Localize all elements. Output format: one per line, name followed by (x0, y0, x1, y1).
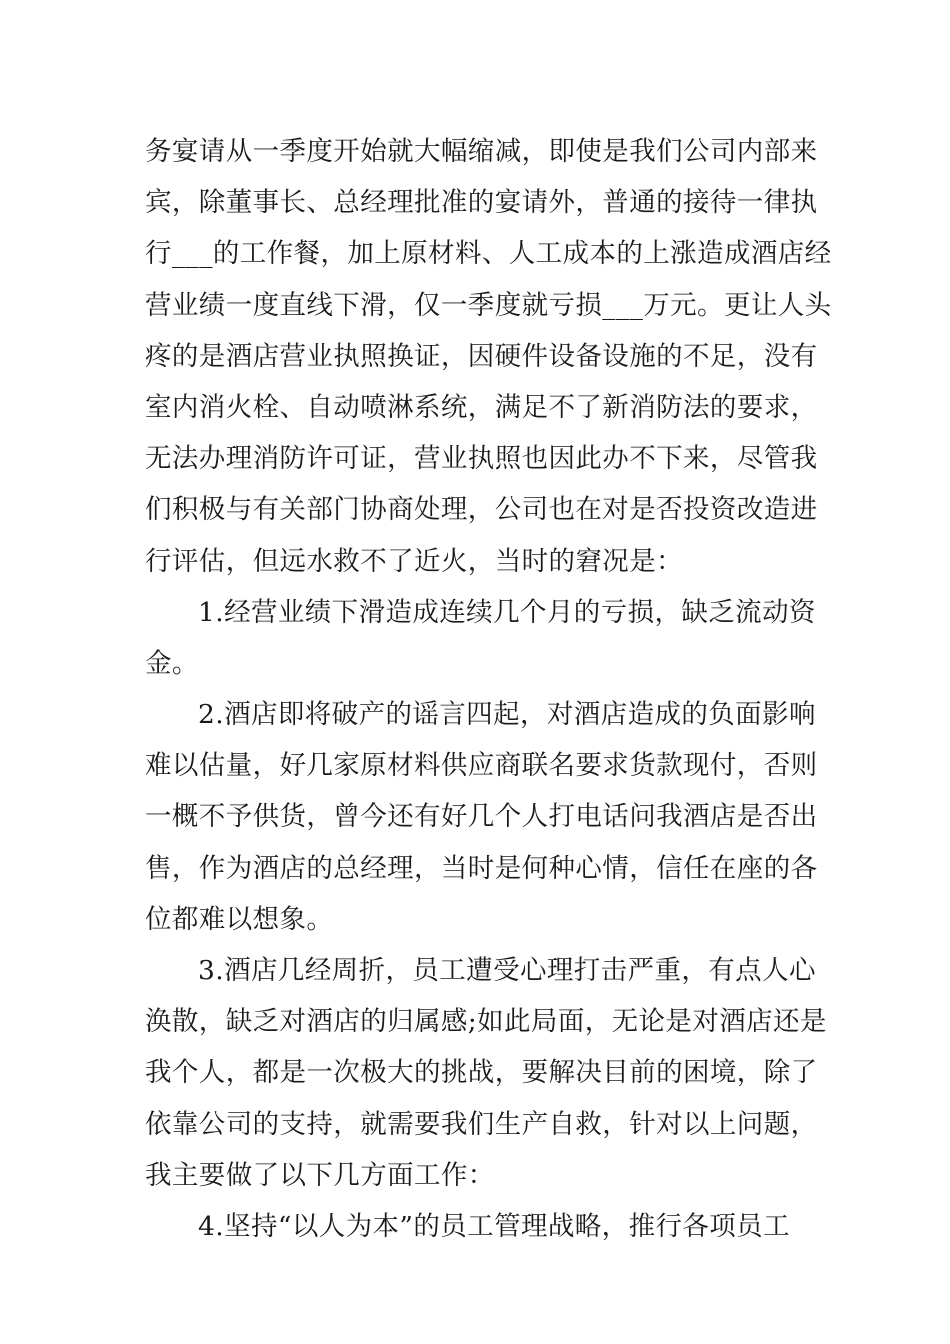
list-item-2-start: 2.酒店即将破产的谣言四起，对酒店造成的负面影响 (198, 699, 816, 731)
text-line: 售，作为酒店的总经理，当时是何种心情，信任在座的各 (145, 852, 818, 884)
text-line: 涣散，缺乏对酒店的归属感;如此局面，无论是对酒店还是 (145, 1006, 827, 1038)
text-line: 依靠公司的支持，就需要我们生产自救，针对以上问题， (145, 1108, 818, 1140)
body-text (145, 126, 832, 1252)
text-line: 金。 (145, 647, 199, 679)
text-line: 们积极与有关部门协商处理，公司也在对是否投资改造进 (145, 494, 818, 526)
text-line: 宾，除董事长、总经理批准的宴请外，普通的接待一律执 (145, 187, 818, 219)
text-line: 务宴请从一季度开始就大幅缩减，即使是我们公司内部来 (145, 136, 818, 167)
list-item-4-start: 4.坚持“以人为本”的员工管理战略，推行各项员工 (198, 1210, 790, 1242)
text-line: 疼的是酒店营业执照换证，因硬件设备设施的不足，没有 (145, 340, 818, 372)
text-line: 室内消火栓、自动喷淋系统，满足不了新消防法的要求， (145, 391, 818, 423)
text-line: 行评估，但远水救不了近火，当时的窘况是： (145, 545, 683, 577)
list-item-1-start: 1.经营业绩下滑造成连续几个月的亏损，缺乏流动资 (198, 596, 816, 628)
text-line: 我个人，都是一次极大的挑战，要解决目前的困境，除了 (145, 1057, 818, 1089)
text-line: 我主要做了以下几方面工作： (145, 1159, 495, 1191)
text-line: 营业绩一度直线下滑，仅一季度就亏损___万元。更让人头 (145, 289, 832, 321)
text-line: 无法办理消防许可证，营业执照也因此办不下来，尽管我 (145, 443, 818, 475)
text-line: 行___的工作餐，加上原材料、人工成本的上涨造成酒店经 (145, 238, 832, 270)
text-line: 一概不予供货，曾今还有好几个人打电话问我酒店是否出 (145, 801, 818, 833)
text-line: 位都难以想象。 (145, 903, 334, 935)
list-item-3-start: 3.酒店几经周折，员工遭受心理打击严重，有点人心 (198, 955, 816, 986)
text-line: 难以估量，好几家原材料供应商联名要求货款现付，否则 (145, 750, 818, 782)
